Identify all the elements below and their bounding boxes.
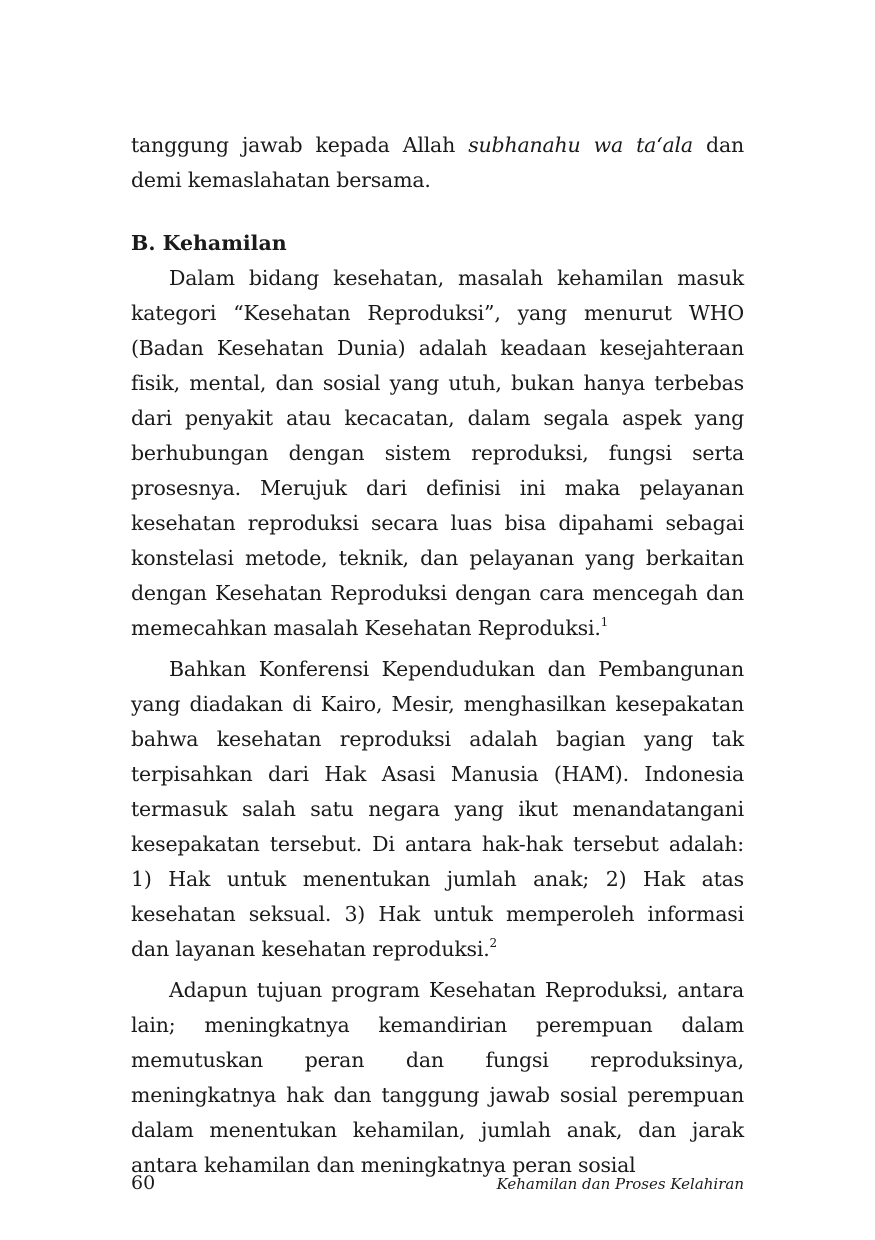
- page-number: 60: [131, 1172, 156, 1194]
- section-heading: B. Kehamilan: [131, 231, 287, 255]
- paragraph-2-text: Bahkan Konferensi Kependudukan dan Pembangunan yang diadakan di Kairo, Mesir, menghasilkan kesepakatan bahwa kesehatan reproduksi adalah bagian yang tak terpisahkan dari Hak Asasi Manusia (HAM). Indonesia termasuk salah satu negara yang ikut menandatangani kesepakatan tersebut. Di antara hak-hak tersebut adalah: 1) Hak untuk menentukan jumlah anak; 2) Hak atas kesehatan seksual. 3) Hak untuk memperoleh informasi dan layanan kesehatan reproduksi.: [131, 657, 744, 961]
- paragraph-2: [131, 652, 744, 967]
- intro-paragraph: [131, 128, 744, 198]
- footnote-marker-2: 2: [489, 936, 497, 950]
- intro-italic-phrase: subhanahu wa ta‘ala: [468, 133, 693, 157]
- paragraph-1: [131, 261, 744, 646]
- paragraph-1-text: Dalam bidang kesehatan, masalah kehamilan masuk kategori “Kesehatan Reproduksi”, yang menurut WHO (Badan Kesehatan Dunia) adalah keadaan kesejahteraan fisik, mental, dan sosial yang utuh, bukan hanya terbebas dari penyakit atau kecacatan, dalam segala aspek yang berhubungan dengan sistem reproduksi, fungsi serta prosesnya. Merujuk dari definisi ini maka pelayanan kesehatan reproduksi secara luas bisa dipahami sebagai konstelasi metode, teknik, dan pelayanan yang berkaitan dengan Kesehatan Reproduksi dengan cara mencegah dan memecahkan masalah Kesehatan Reproduksi.: [131, 266, 744, 640]
- paragraph-3: [131, 973, 744, 1183]
- footnote-marker-1: 1: [600, 615, 609, 629]
- running-title: Kehamilan dan Proses Kelahiran: [496, 1175, 744, 1193]
- intro-text-start: tanggung jawab kepada Allah: [131, 133, 469, 157]
- page-body: [131, 128, 744, 1183]
- intro-text-end: dan demi kemaslahatan bersama.: [131, 133, 744, 192]
- paragraph-3-text: Adapun tujuan program Kesehatan Reproduksi, antara lain; meningkatnya kemandirian perempuan dalam memutuskan peran dan fungsi reproduksinya, meningkatnya hak dan tanggung jawab sosial perempuan dalam menentukan kehamilan, jumlah anak, dan jarak antara kehamilan dan meningkatnya peran sosial: [131, 978, 744, 1177]
